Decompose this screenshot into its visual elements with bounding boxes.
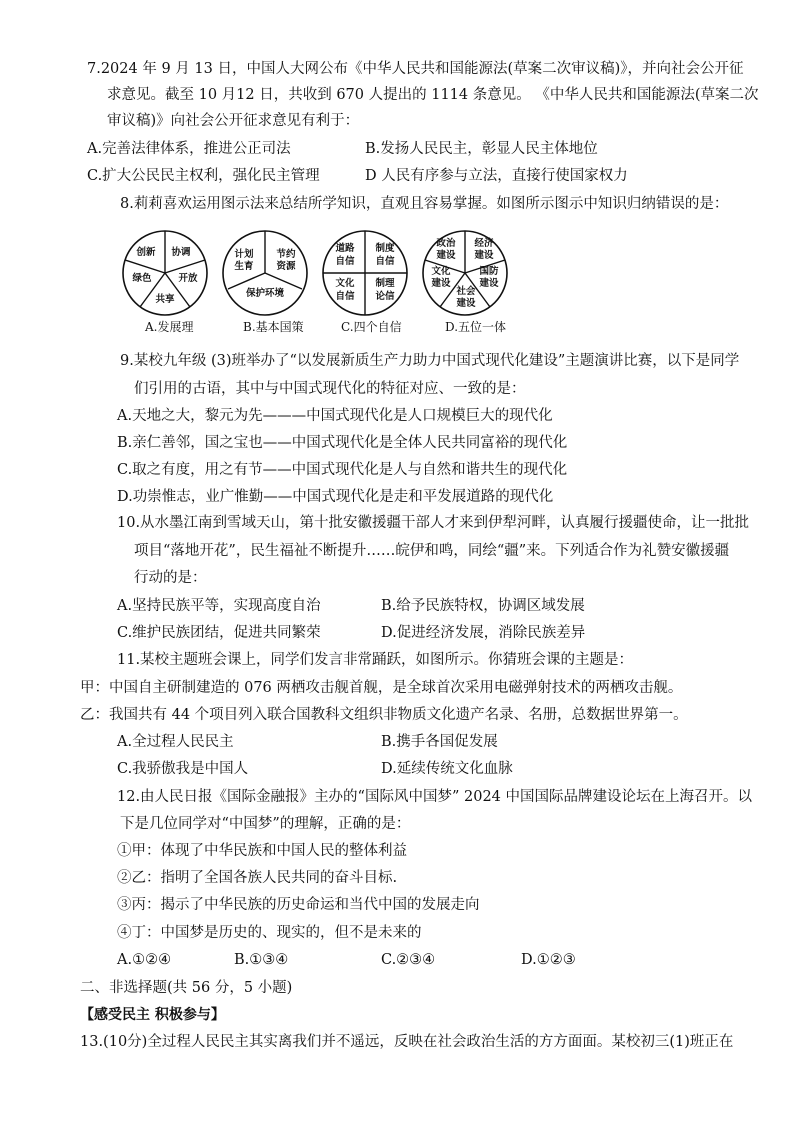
- q11-option-b: B.携手各国促发展: [381, 734, 498, 750]
- pie-b-label-4: 保护环境: [245, 288, 285, 299]
- pie-c-label-7: 自信: [335, 291, 355, 302]
- pie-d-caption: D.五位一体: [445, 320, 507, 334]
- pie-d-label-6: 社会: [456, 286, 476, 297]
- q9-option-a: A.天地之大，黎元为先———中国式现代化是人口规模巨大的现代化: [117, 408, 553, 424]
- pie-c-label-1: 自信: [335, 256, 355, 267]
- q8-stem: 8.莉莉喜欢运用图示法来总结所学知识，直观且容易掌握。如图所示图示中知识归纳错误的是：: [120, 196, 729, 212]
- q9-stem-line2: 们引用的古语，其中与中国式现代化的特征对应、一致的是：: [134, 381, 526, 397]
- pie-d-label-5: 建设: [479, 278, 499, 289]
- q7-option-a: A.完善法律体系，推进公正司法: [87, 141, 291, 157]
- pie-five-in-one: [423, 231, 507, 315]
- q10-option-d: D.促进经济发展，消除民族差异: [381, 625, 586, 641]
- q10-stem-line2: 项目“落地开花”，民生福祉不断提升……皖伊和鸣，同绘“疆”来。下列适合作为礼赞安徽援疆: [134, 543, 730, 559]
- pie-b-caption: B.基本国策: [243, 320, 304, 334]
- q7-option-d: D 人民有序参与立法，直接行使国家权力: [365, 168, 628, 184]
- q12-option-a: A.①②④: [117, 952, 172, 968]
- q12-stem-line2: 下是几位同学对“中国梦”的理解，正确的是：: [120, 816, 411, 832]
- q12-statement-4: ④丁：中国梦是历史的、现实的，但不是未来的: [117, 925, 422, 941]
- pie-b-label-3: 资源: [276, 261, 296, 272]
- q9-stem-line1: 9.某校九年级 (3)班举办了“以发展新质生产力助力中国式现代化建设”主题演讲比赛，以下是同学: [120, 353, 740, 369]
- q11-option-c: C.我骄傲我是中国人: [117, 761, 249, 777]
- q7-stem-line2: 求意见。截至 10 月12 日，共收到 670 人提出的 1114 条意见。 《中华人民共和国能源法(草案二次: [107, 87, 759, 103]
- q8-pie-diagrams: [115, 228, 535, 318]
- q9-option-c: C.取之有度，用之有节——中国式现代化是人与自然和谐共生的现代化: [117, 462, 568, 478]
- pie-a-label-3: 共享: [155, 294, 175, 305]
- q7-stem-line1: 7.2024 年 9 月 13 日，中国人大网公布《中华人民共和国能源法(草案二次审议稿)》，并向社会公开征: [87, 61, 744, 77]
- q10-option-b: B.给予民族特权，协调区域发展: [381, 598, 585, 614]
- section2-theme-heading: 【感受民主 积极参与】: [80, 1007, 225, 1023]
- q12-option-b: B.①③④: [234, 952, 289, 968]
- pie-c-label-4: 制理: [375, 278, 395, 289]
- q13-stem: 13.(10分)全过程人民民主其实离我们并不遥远，反映在社会政治生活的方方面面。某校初三(1)班正在: [80, 1034, 734, 1050]
- q7-option-b: B.发扬人民民主，彰显人民主体地位: [365, 141, 598, 157]
- pie-c-caption: C.四个自信: [341, 320, 402, 334]
- pie-four-confidences: [323, 231, 407, 315]
- q10-stem-line3: 行动的是：: [134, 570, 207, 586]
- pie-a-label-4: 绿色: [132, 273, 152, 284]
- pie-d-label-1: 建设: [436, 250, 456, 261]
- pie-a-label-2: 开放: [178, 273, 198, 284]
- pie-b-label-0: 计划: [234, 249, 254, 260]
- pie-c-label-6: 文化: [335, 278, 355, 289]
- pie-c-label-0: 道路: [335, 243, 355, 254]
- q10-option-a: A.坚持民族平等，实现高度自治: [117, 598, 321, 614]
- pie-d-label-9: 建设: [431, 278, 451, 289]
- q11-option-a: A.全过程人民民主: [117, 734, 234, 750]
- pie-basic-policies: [223, 231, 307, 315]
- pie-d-label-8: 文化: [431, 266, 451, 277]
- q12-option-d: D.①②③: [521, 952, 576, 968]
- q9-option-d: D.功崇惟志，业广惟勤——中国式现代化是走和平发展道路的现代化: [117, 489, 554, 505]
- section2-title: 二、非选择题(共 56 分，5 小题): [80, 980, 293, 996]
- pie-b-label-1: 生育: [234, 261, 254, 272]
- pie-b-label-2: 节约: [276, 249, 296, 260]
- pie-d-label-2: 经济: [474, 238, 494, 249]
- pie-c-label-3: 自信: [375, 256, 395, 267]
- q12-statement-2: ②乙：指明了全国各族人民共同的奋斗目标.: [117, 870, 398, 886]
- pie-d-label-4: 国防: [479, 266, 499, 277]
- pie-d-label-7: 建设: [456, 298, 476, 309]
- pie-development: [123, 231, 207, 315]
- pie-d-label-3: 建设: [474, 250, 494, 261]
- q7-option-c: C.扩大公民民主权利，强化民主管理: [87, 168, 320, 184]
- pie-c-label-2: 制度: [375, 243, 395, 254]
- q11-statement-jia: 甲：中国自主研制建造的 076 两栖攻击舰首舰，是全球首次采用电磁弹射技术的两栖攻击舰。: [80, 680, 683, 696]
- pie-a-label-1: 协调: [171, 247, 191, 258]
- q11-statement-yi: 乙：我国共有 44 个项目列入联合国教科文组织非物质文化遗产名录、名册，总数据世界第一。: [80, 707, 688, 723]
- pie-a-caption: A.发展理: [145, 320, 194, 334]
- pie-c-label-5: 论信: [375, 291, 395, 302]
- pie-a-label-0: 创新: [136, 247, 156, 258]
- q12-option-c: C.②③④: [381, 952, 436, 968]
- pie-d-label-0: 政治: [436, 238, 456, 249]
- q9-option-b: B.亲仁善邻，国之宝也——中国式现代化是全体人民共同富裕的现代化: [117, 435, 568, 451]
- q12-statement-1: ①甲：体现了中华民族和中国人民的整体利益: [117, 843, 407, 859]
- q11-stem: 11.某校主题班会课上，同学们发言非常踊跃，如图所示。你猜班会课的主题是：: [117, 652, 634, 668]
- q12-statement-3: ③丙：揭示了中华民族的历史命运和当代中国的发展走向: [117, 897, 480, 913]
- q12-stem-line1: 12.由人民日报《国际金融报》主办的“国际风中国梦” 2024 中国国际品牌建设论坛在上海召开。以: [117, 789, 753, 805]
- q10-option-c: C.维护民族团结，促进共同繁荣: [117, 625, 321, 641]
- q10-stem-line1: 10.从水墨江南到雪域天山，第十批安徽援疆干部人才来到伊犁河畔，认真履行援疆使命，让一批批: [117, 515, 750, 531]
- q11-option-d: D.延续传统文化血脉: [381, 761, 513, 777]
- q7-stem-line3: 审议稿)》向社会公开征求意见有利于：: [107, 113, 360, 129]
